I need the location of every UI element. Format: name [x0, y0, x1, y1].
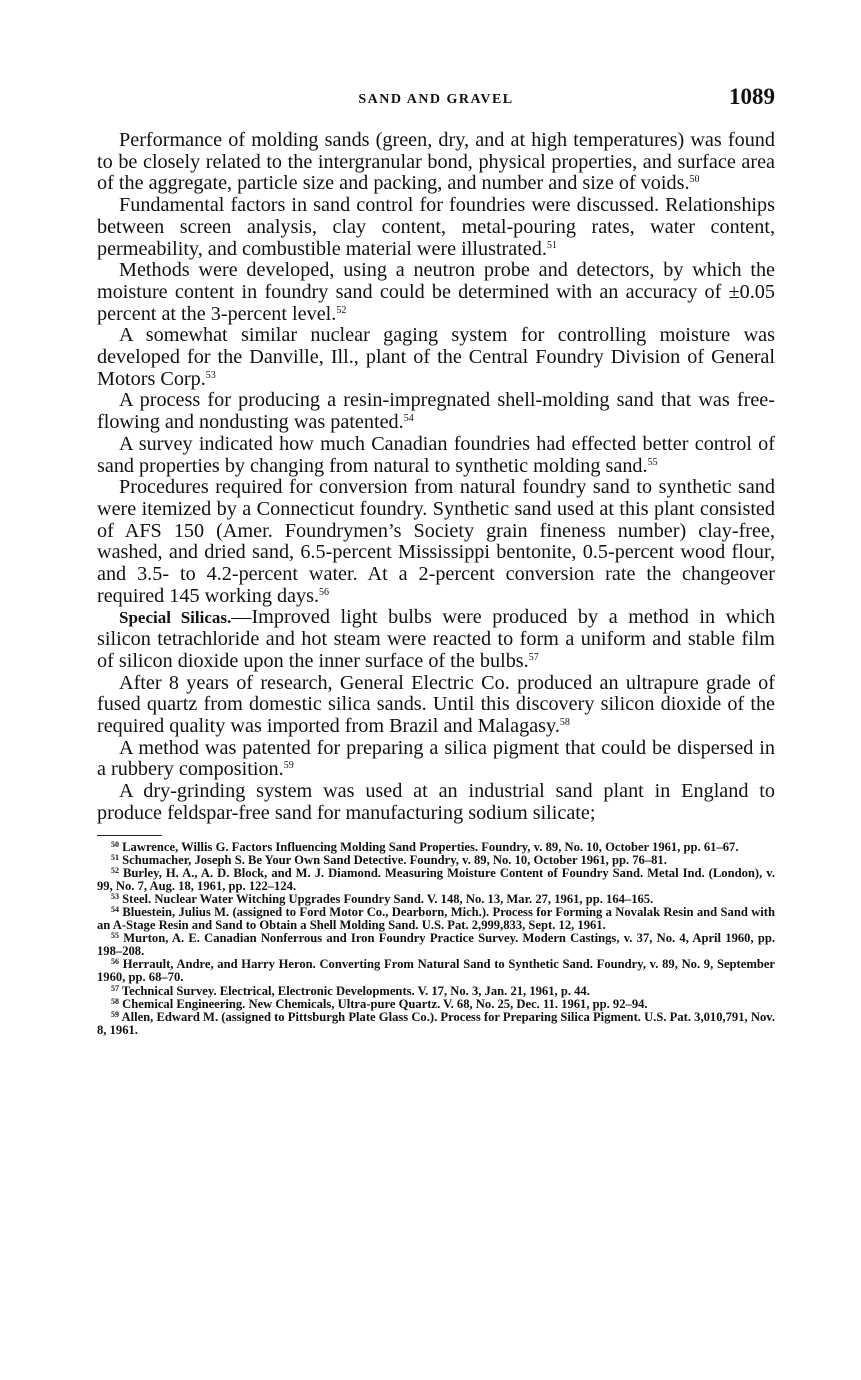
footnote-number: 54: [111, 904, 119, 914]
paragraph-text: —Improved light bulbs were produced by a method in which silicon tetrachloride and hot steam were reacted to form a uniform and stable film of silicon dioxide upon the inner surface of the bulbs.: [97, 606, 775, 672]
paragraph-text: Procedures required for conversion from natural foundry sand to synthetic sand were itemized by a Connecticut foundry. Synthetic sand used at this plant consisted of AFS 150 (Amer. Foundrymen’s Society grain fineness number) clay-free, washed, and dried sand, 6.5-percent Mississippi bentonite, 0.5-percent wood flour, and 3.5- to 4.2-percent water. At a 2-percent conversion rate the changeover required 145 working days.: [97, 476, 775, 607]
running-title: SAND AND GRAVEL: [358, 92, 514, 107]
paragraph-special-silicas: [97, 607, 775, 672]
paragraph: [97, 325, 775, 390]
paragraph: [97, 673, 775, 738]
footnote-text: Technical Survey. Electrical, Electronic Developments. V. 17, No. 3, Jan. 21, 1961, p. 44.: [121, 983, 590, 998]
footnote-number: 52: [111, 865, 119, 875]
footnote-text: Lawrence, Willis G. Factors Influencing Molding Sand Properties. Foundry, v. 89, No. 10, October 1961, pp. 61–67.: [122, 839, 739, 854]
paragraph: [97, 434, 775, 477]
page-number: 1089: [729, 84, 775, 109]
footnote-ref: 55: [647, 456, 658, 468]
footnote-number: 56: [111, 957, 119, 967]
paragraph-text: A survey indicated how much Canadian foundries had effected better control of sand properties by changing from natural to synthetic molding sand.: [97, 432, 775, 477]
footnote-text: Herrault, Andre, and Harry Heron. Converting From Natural Sand to Synthetic Sand. Foundry, v. 89, No. 9, September 1960, pp. 68–70.: [97, 957, 775, 985]
running-head: [97, 84, 775, 116]
footnote-rule: [97, 835, 162, 836]
footnote-text: Schumacher, Joseph S. Be Your Own Sand Detective. Foundry, v. 89, No. 10, October 1961, pp. 76–81.: [122, 852, 667, 867]
footnote: [97, 932, 775, 958]
footnote-text: Chemical Engineering. New Chemicals, Ultra-pure Quartz. V. 68, No. 25, Dec. 11. 1961, pp. 92–94.: [122, 996, 648, 1011]
footnote: [97, 958, 775, 984]
footnote-text: Allen, Edward M. (assigned to Pittsburgh Plate Glass Co.). Process for Preparing Silica Pigment. U.S. Pat. 3,010,791, Nov. 8, 1961.: [97, 1009, 775, 1037]
paragraph: [97, 390, 775, 433]
footnote-text: Murton, A. E. Canadian Nonferrous and Iron Foundry Practice Survey. Modern Castings, v. 37, No. 4, April 1960, pp. 198–208.: [97, 931, 775, 959]
footnote-ref: 53: [205, 369, 216, 381]
paragraph-text: After 8 years of research, General Electric Co. produced an ultrapure grade of fused quartz from domestic silica sands. Until this discovery silicon dioxide of the required quality was imported from Brazil and Malagasy.: [97, 671, 775, 737]
paragraph: [97, 738, 775, 781]
footnote-ref: 54: [403, 413, 414, 425]
footnote-number: 51: [111, 852, 119, 862]
footnote-text: Burley, H. A., A. D. Block, and M. J. Diamond. Measuring Moisture Content of Foundry Sand. Metal Ind. (London), v. 99, No. 7, Aug. 18, 1961, pp. 122–124.: [97, 865, 775, 893]
footnote-number: 53: [111, 891, 119, 901]
footnote: [97, 1011, 775, 1037]
footnote-number: 59: [111, 1009, 119, 1019]
paragraph: [97, 781, 775, 824]
footnote-ref: 59: [283, 760, 294, 772]
footnote-ref: 52: [336, 304, 347, 316]
footnote-number: 57: [111, 983, 119, 993]
footnote-ref: 50: [689, 174, 700, 186]
footnote-ref: 56: [319, 586, 330, 598]
paragraph-text: A process for producing a resin-impregnated shell-molding sand that was free-flowing and nondusting was patented.: [97, 389, 775, 434]
paragraph: [97, 130, 775, 195]
footnote-number: 50: [111, 839, 119, 849]
paragraph: [97, 477, 775, 607]
paragraph-text: A dry-grinding system was used at an industrial sand plant in England to produce feldspar-free sand for manufacturing sodium silicate;: [97, 780, 775, 824]
run-in-heading: Special Silicas.: [119, 608, 232, 628]
paragraph: [97, 260, 775, 325]
paragraph: [97, 195, 775, 260]
footnote-ref: 58: [559, 716, 570, 728]
footnotes: [97, 841, 775, 1037]
body-text: [97, 130, 775, 825]
paragraph-text: Fundamental factors in sand control for foundries were discussed. Relationships between screen analysis, clay content, metal-pouring rates, water content, permeability, and combustible material were illustrated.: [97, 194, 775, 260]
paragraph-text: A method was patented for preparing a silica pigment that could be dispersed in a rubbery composition.: [97, 736, 775, 781]
paragraph-text: A somewhat similar nuclear gaging system for controlling moisture was developed for the Danville, Ill., plant of the Central Foundry Division of General Motors Corp.: [97, 324, 775, 390]
footnote-ref: 57: [528, 651, 539, 663]
footnote-number: 55: [111, 931, 119, 941]
footnote-number: 58: [111, 996, 119, 1006]
footnote-text: Steel. Nuclear Water Witching Upgrades Foundry Sand. V. 148, No. 13, Mar. 27, 1961, pp. 164–165.: [122, 891, 654, 906]
footnote-text: Bluestein, Julius M. (assigned to Ford Motor Co., Dearborn, Mich.). Process for Forming a Novalak Resin and Sand with an A-Stage Resin and Sand to Obtain a Shell Molding Sand. U.S. Pat. 2,999,833, Sept. 12, 1961.: [97, 904, 775, 933]
paragraph-text: Performance of molding sands (green, dry, and at high temperatures) was found to be closely related to the intergranular bond, physical properties, and surface area of the aggregate, particle size and packing, and number and size of voids.: [97, 129, 775, 195]
footnote: [97, 867, 775, 893]
page: [97, 84, 775, 1037]
paragraph-text: Methods were developed, using a neutron probe and detectors, by which the moisture content in foundry sand could be determined with an accuracy of ±0.05 percent at the 3-percent level.: [97, 259, 775, 325]
footnote: [97, 906, 775, 932]
footnote-ref: 51: [546, 239, 557, 251]
